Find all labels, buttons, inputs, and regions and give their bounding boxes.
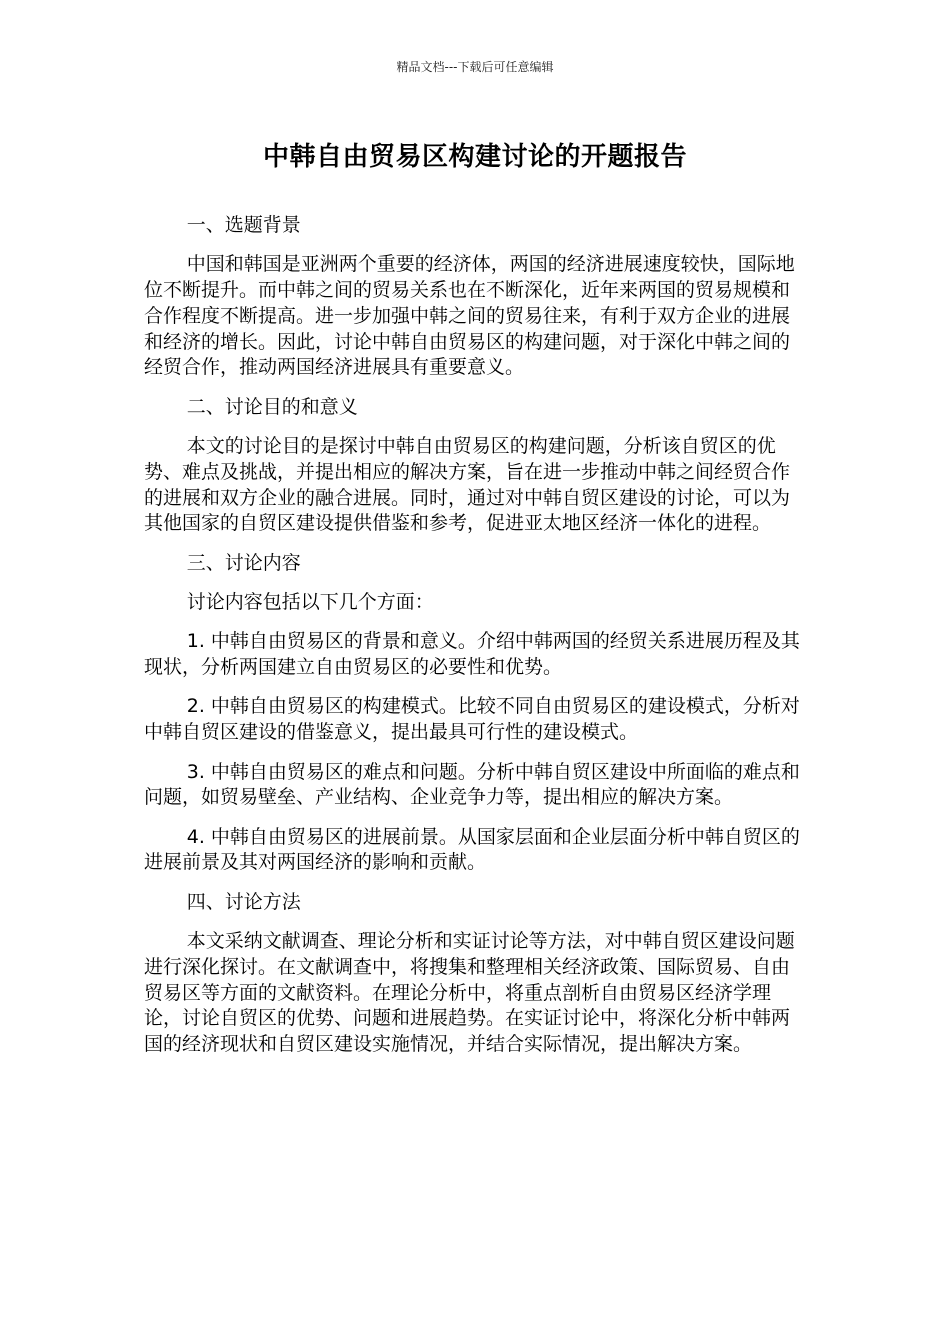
paragraph-method: 本文采纳文献调查、理论分析和实证讨论等方法，对中韩自贸区建设问题进行深化探讨。在文献调查中，将搜集和整理相关经济政策、国际贸易、自由贸易区等方面的文献资料。在理论分析中，将重点剖析自由贸易区经济学理论，讨论自贸区的优势、问题和进展趋势。在实证讨论中，将深化分析中韩两国的经济现状和自贸区建设实施情况，并结合实际情况，提出解决方案。 bbox=[144, 930, 795, 1056]
document-title: 中韩自由贸易区构建讨论的开题报告 bbox=[262, 142, 687, 172]
paragraph-background: 中国和韩国是亚洲两个重要的经济体，两国的经济进展速度较快，国际地位不断提升。而中韩之间的贸易关系也在不断深化，近年来两国的贸易规模和合作程度不断提高。进一步加强中韩之间的贸易往来，有利于双方企业的进展和经济的增长。因此，讨论中韩自由贸易区的构建问题，对于深化中韩之间的经贸合作，推动两国经济进展具有重要意义。 bbox=[144, 253, 795, 379]
list-item-3: 3. 中韩自由贸易区的难点和问题。分析中韩自贸区建设中所面临的难点和问题，如贸易壁垒、产业结构、企业竞争力等，提出相应的解决方案。 bbox=[144, 760, 800, 809]
list-item-4: 4. 中韩自由贸易区的进展前景。从国家层面和企业层面分析中韩自贸区的进展前景及其对两国经济的影响和贡献。 bbox=[144, 825, 800, 874]
section-heading-purpose: 二、讨论目的和意义 bbox=[186, 395, 358, 418]
paragraph-content-intro: 讨论内容包括以下几个方面： bbox=[186, 591, 434, 614]
paragraph-purpose: 本文的讨论目的是探讨中韩自由贸易区的构建问题，分析该自贸区的优势、难点及挑战，并提出相应的解决方案，旨在进一步推动中韩之间经贸合作的进展和双方企业的融合进展。同时，通过对中韩自贸区建设的讨论，可以为其他国家的自贸区建设提供借鉴和参考，促进亚太地区经济一体化的进程。 bbox=[144, 435, 791, 535]
section-heading-method: 四、讨论方法 bbox=[186, 890, 301, 913]
section-heading-background: 一、选题背景 bbox=[186, 214, 301, 236]
page-header-note: 精品文档---下载后可任意编辑 bbox=[396, 60, 554, 74]
list-item-1: 1. 中韩自由贸易区的背景和意义。介绍中韩两国的经贸关系进展历程及其现状，分析两国建立自由贸易区的必要性和优势。 bbox=[144, 630, 800, 679]
section-heading-content: 三、讨论内容 bbox=[186, 551, 301, 574]
list-item-2: 2. 中韩自由贸易区的构建模式。比较不同自由贸易区的建设模式，分析对中韩自贸区建设的借鉴意义，提出最具可行性的建设模式。 bbox=[144, 695, 800, 744]
document-body bbox=[144, 213, 806, 1072]
